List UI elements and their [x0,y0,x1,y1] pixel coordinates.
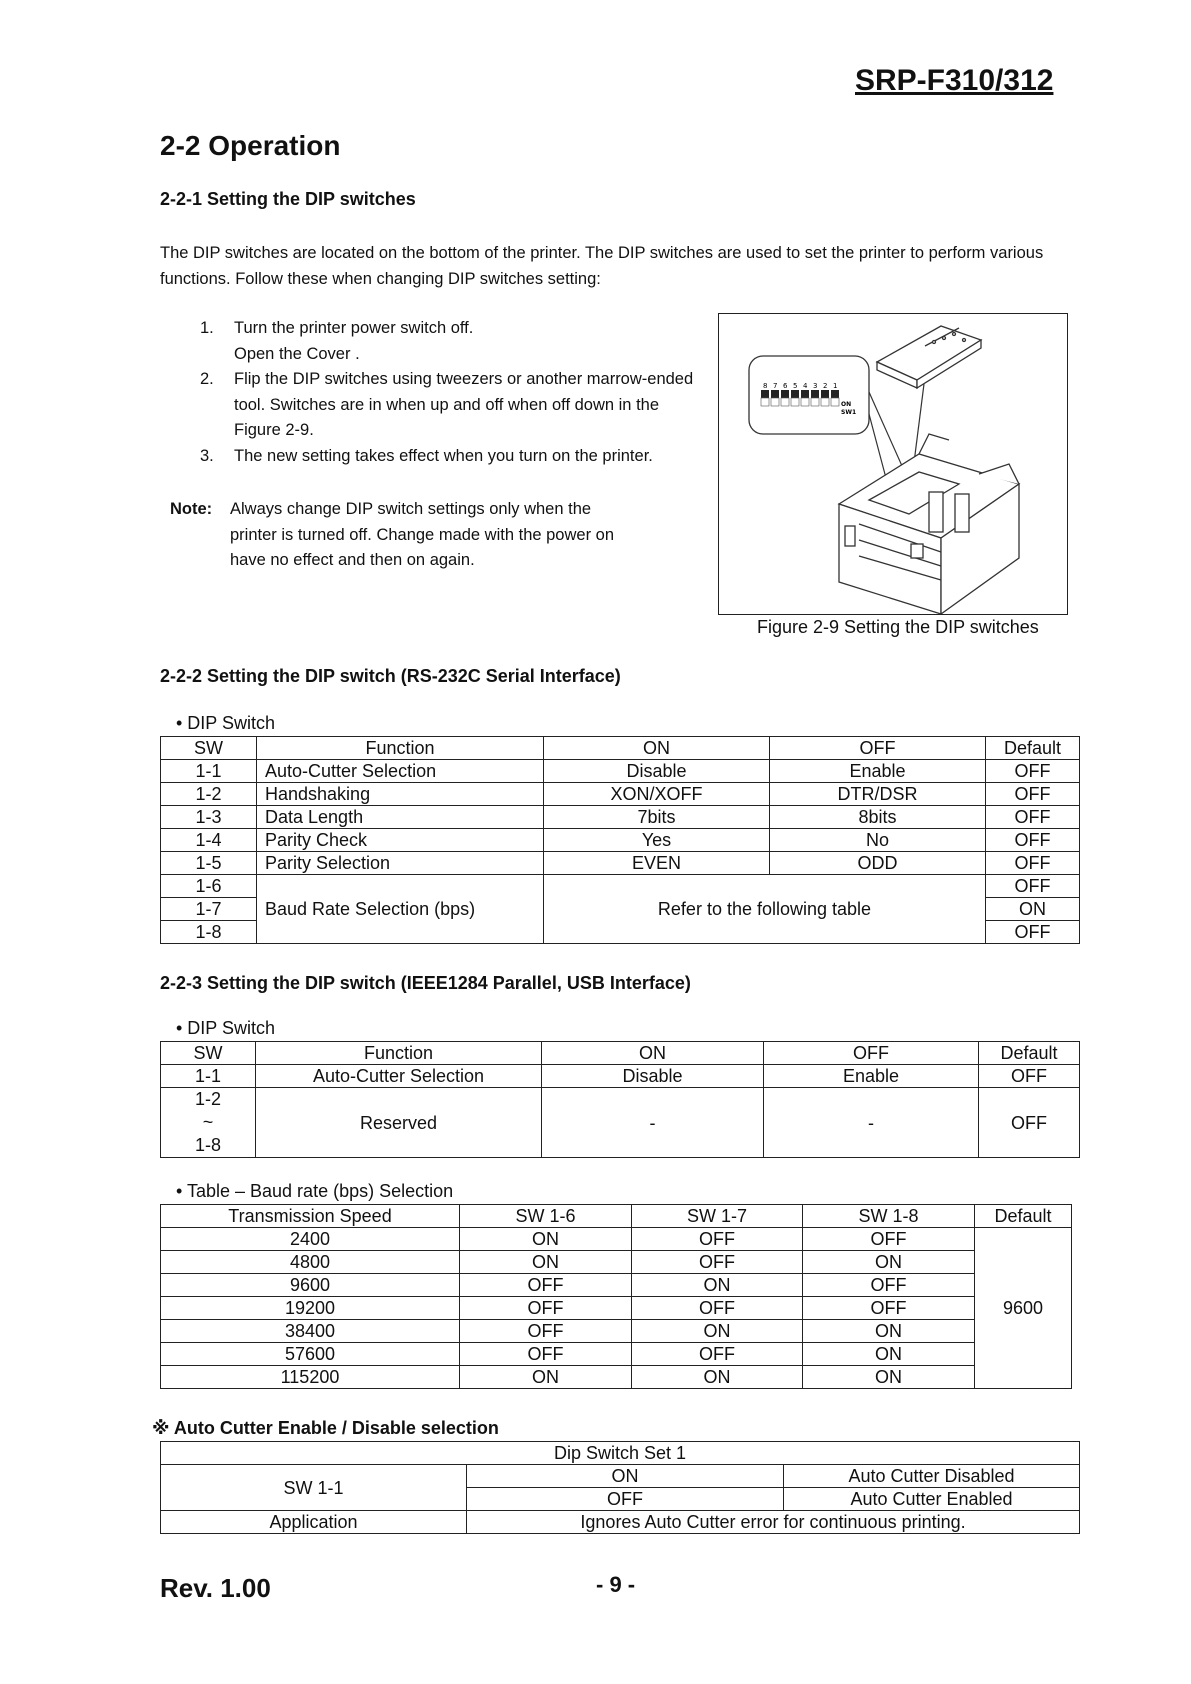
table-cell: 1-5 [161,852,257,875]
subsection-title-221: 2-2-1 Setting the DIP switches [160,189,416,209]
table-cell: Enable [770,760,986,783]
table-cell: ON [632,1274,803,1297]
table-row [161,875,1080,898]
header-cell: OFF [764,1042,979,1065]
document-model: SRP-F310/312 [855,64,1054,97]
table-cell: Ignores Auto Cutter error for continuous printing. [467,1511,1080,1534]
header-cell: Dip Switch Set 1 [161,1442,1080,1465]
dip-switch-bullet: • DIP Switch [176,713,275,733]
auto-cutter-table [160,1441,1080,1534]
table-header-row [161,1442,1080,1465]
note-line: printer is turned off. Change made with the power on [230,525,615,544]
table-cell: OFF [460,1343,632,1366]
table-cell: OFF [986,829,1080,852]
step-number: 2. [200,370,214,388]
table-cell: 1-4 [161,829,257,852]
step-item [160,316,720,367]
switch-num-label: 5 [793,382,798,390]
table-header-row [161,737,1080,760]
table-cell: Reserved [256,1088,542,1158]
header-cell: Default [975,1205,1072,1228]
table-cell: ON [803,1343,975,1366]
table-cell: 1-7 [161,898,257,921]
baud-table-bullet: • Table – Baud rate (bps) Selection [176,1181,454,1201]
table-cell: 9600 [161,1274,460,1297]
baud-rate-table [160,1204,1072,1389]
step-item [160,367,720,444]
serial-dip-table [160,736,1080,944]
section-title: 2-2 Operation [160,130,341,161]
table-cell: OFF [803,1228,975,1251]
table-cell: OFF [986,783,1080,806]
note-block [170,497,690,574]
table-cell: ON [803,1251,975,1274]
table-cell: Auto Cutter Enabled [784,1488,1080,1511]
table-cell: Handshaking [257,783,544,806]
table-cell: ON [467,1465,784,1488]
switch-num-label: 6 [783,382,788,390]
note-label: Note: [170,500,213,518]
header-cell: SW [161,737,257,760]
table-cell: OFF [986,760,1080,783]
table-row [161,760,1080,783]
table-header-row [161,1205,1072,1228]
header-cell: SW 1-7 [632,1205,803,1228]
header-cell: Function [256,1042,542,1065]
table-cell: ON [803,1366,975,1389]
table-row [161,1297,1072,1320]
table-cell: 1-8 [161,921,257,944]
figure-caption: Figure 2-9 Setting the DIP switches [757,617,1039,637]
table-cell: 7bits [544,806,770,829]
step-item [160,444,720,470]
table-cell: Auto Cutter Disabled [784,1465,1080,1488]
table-cell: OFF [632,1228,803,1251]
step-line: Figure 2-9. [234,421,314,439]
parallel-usb-dip-table [160,1041,1080,1158]
on-label: ON [841,401,852,408]
table-cell: Auto-Cutter Selection [256,1065,542,1088]
switch-num-label: 8 [763,382,768,390]
baud-function-cell: Baud Rate Selection (bps) [257,875,544,944]
table-cell: Disable [542,1065,764,1088]
step-line: Turn the printer power switch off. [234,319,474,337]
table-cell: OFF [986,806,1080,829]
switch-num-label: 1 [833,382,838,390]
table-cell: Disable [544,760,770,783]
table-cell: OFF [803,1297,975,1320]
steps-list [160,316,720,469]
table-cell: - [764,1088,979,1158]
table-row [161,1274,1072,1297]
auto-cutter-heading: ※ Auto Cutter Enable / Disable selection [152,1418,499,1438]
printer-illustration [719,314,1067,614]
table-cell: ON [986,898,1080,921]
header-cell: Transmission Speed [161,1205,460,1228]
step-line: tool. Switches are in when up and off when off down in the [234,395,660,414]
step-line: Flip the DIP switches using tweezers or another marrow-ended [234,370,694,388]
subsection-title-222: 2-2-2 Setting the DIP switch (RS-232C Serial Interface) [160,666,621,686]
table-header-row [161,1042,1080,1065]
table-cell: ON [460,1251,632,1274]
table-cell: Parity Selection [257,852,544,875]
table-cell: Auto-Cutter Selection [257,760,544,783]
step-line: The new setting takes effect when you turn on the printer. [234,446,653,465]
table-cell: OFF [632,1297,803,1320]
table-cell: OFF [986,852,1080,875]
table-cell: OFF [986,875,1080,898]
table-cell: OFF [803,1274,975,1297]
table-cell: ON [460,1366,632,1389]
step-line: Open the Cover . [234,344,360,363]
header-cell: Default [986,737,1080,760]
table-cell: Parity Check [257,829,544,852]
table-cell: EVEN [544,852,770,875]
baud-default-cell: 9600 [975,1228,1072,1389]
table-cell: ON [803,1320,975,1343]
table-cell: 1-6 [161,875,257,898]
table-row [161,1511,1080,1534]
table-row [161,806,1080,829]
table-row [161,1065,1080,1088]
table-row [161,852,1080,875]
table-cell: OFF [979,1065,1080,1088]
table-row [161,1088,1080,1158]
header-cell: SW 1-8 [803,1205,975,1228]
table-cell: 8bits [770,806,986,829]
table-cell: OFF [460,1274,632,1297]
sw-label: SW1 [841,409,857,416]
switch-num-label: 4 [803,382,808,390]
table-cell: Yes [544,829,770,852]
table-cell: 57600 [161,1343,460,1366]
revision-label: Rev. 1.00 [160,1573,271,1603]
table-cell: OFF [632,1251,803,1274]
table-cell: 2400 [161,1228,460,1251]
step-number: 1. [200,319,214,337]
table-cell: OFF [979,1088,1080,1158]
header-cell: ON [542,1042,764,1065]
header-cell: Function [257,737,544,760]
table-cell: 4800 [161,1251,460,1274]
table-row [161,1320,1072,1343]
header-cell: OFF [770,737,986,760]
table-cell: 1-2 [161,783,257,806]
table-row [161,829,1080,852]
baud-refer-cell: Refer to the following table [544,875,986,944]
table-cell: OFF [986,921,1080,944]
table-row [161,1251,1072,1274]
switch-num-label: 7 [773,382,778,390]
table-cell: OFF [460,1297,632,1320]
header-cell: SW 1-6 [460,1205,632,1228]
table-cell: 19200 [161,1297,460,1320]
header-cell: SW [161,1042,256,1065]
table-cell: ON [632,1366,803,1389]
subsection-title-223: 2-2-3 Setting the DIP switch (IEEE1284 Parallel, USB Interface) [160,973,691,993]
table-row [161,783,1080,806]
table-cell: DTR/DSR [770,783,986,806]
table-cell: OFF [460,1320,632,1343]
table-cell: XON/XOFF [544,783,770,806]
table-row [161,1366,1072,1389]
table-cell: 1-1 [161,760,257,783]
table-row [161,1228,1072,1251]
intro-paragraph: The DIP switches are located on the bottom of the printer. The DIP switches are used to set the printer to perform various functions. Follow these when changing DIP switches setting: [160,244,1044,288]
table-cell: - [542,1088,764,1158]
table-cell: Application [161,1511,467,1534]
table-row [161,1343,1072,1366]
switch-num-label: 3 [813,382,818,390]
figure-dip-switches [718,313,1068,615]
switch-num-label: 2 [823,382,828,390]
table-cell: 115200 [161,1366,460,1389]
dip-switch-bullet: • DIP Switch [176,1018,275,1038]
note-line: have no effect and then on again. [230,551,475,569]
step-number: 3. [200,446,214,465]
table-row [161,1465,1080,1488]
sw-range-line: 1-2 [194,1089,221,1109]
table-cell: ON [632,1320,803,1343]
table-cell: Data Length [257,806,544,829]
table-cell: ON [460,1228,632,1251]
table-cell: SW 1-1 [161,1465,467,1511]
table-cell: ODD [770,852,986,875]
page-number: - 9 - [596,1572,636,1597]
table-cell: 1-3 [161,806,257,829]
sw-range-line: 1-8 [194,1135,221,1155]
header-cell: Default [979,1042,1080,1065]
table-cell: 1-1 [161,1065,256,1088]
table-cell: OFF [467,1488,784,1511]
sw-range-cell [161,1088,256,1158]
sw-range-line: ~ [202,1112,214,1132]
note-line: Always change DIP switch settings only when the [230,500,592,518]
header-cell: ON [544,737,770,760]
table-cell: OFF [632,1343,803,1366]
table-cell: No [770,829,986,852]
table-cell: Enable [764,1065,979,1088]
table-cell: 38400 [161,1320,460,1343]
